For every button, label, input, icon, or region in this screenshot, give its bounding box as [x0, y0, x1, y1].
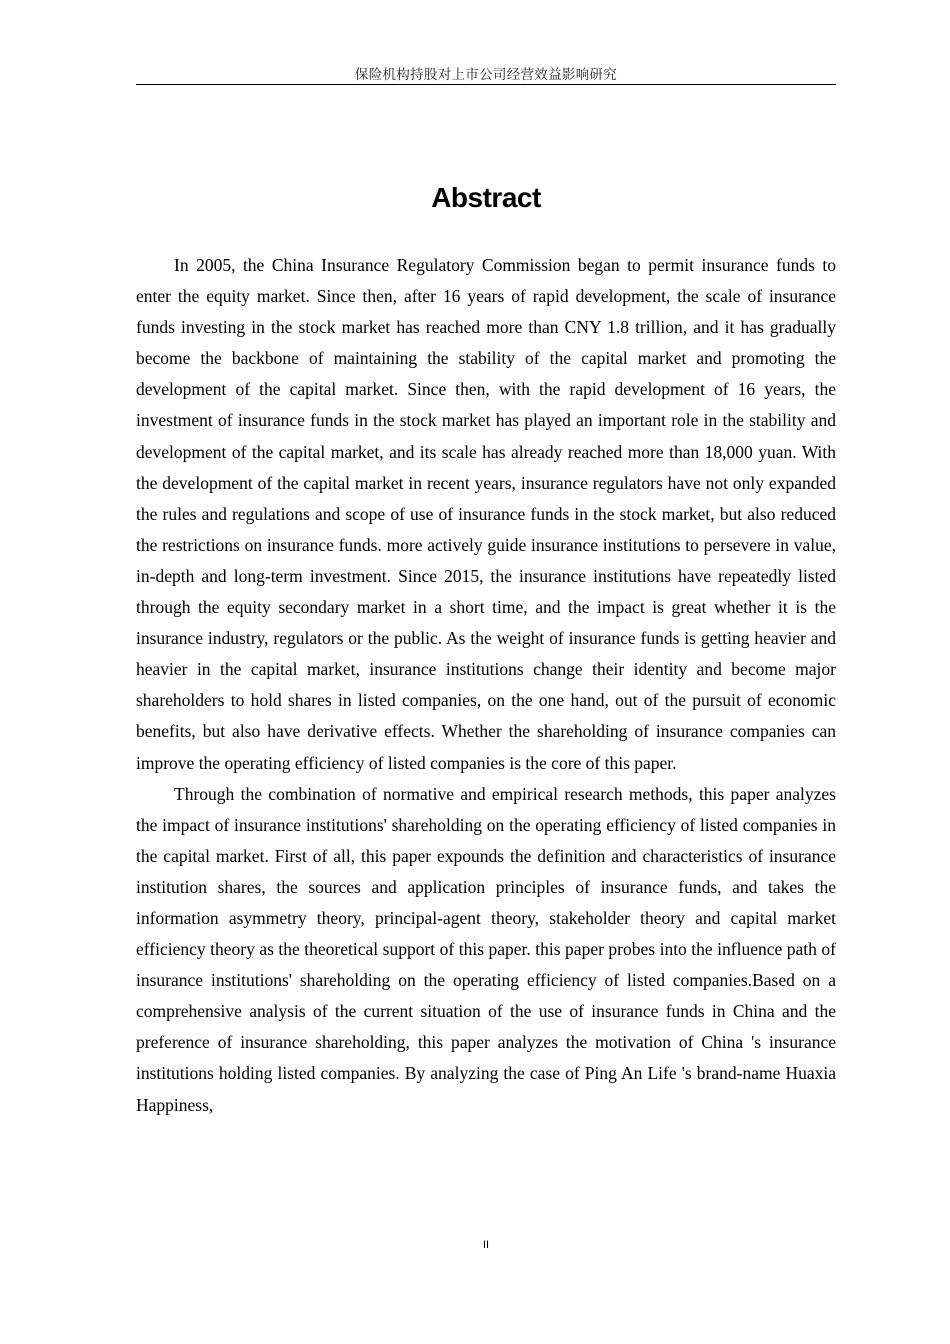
header-divider — [136, 84, 836, 85]
abstract-paragraph-1: In 2005, the China Insurance Regulatory Commission began to permit insurance funds to enter the equity market. Since then, after 16 years of rapid development, the scale of insurance funds investing in the stock market has reached more than CNY 1.8 trillion, and it has gradually become the backbone of maintaining the stability of the capital market and promoting the development of the capital market. Since then, with the rapid development of 16 years, the investment of insurance funds in the stock market has played an important role in the stability and development of the capital market, and its scale has already reached more than 18,000 yuan. With the development of the capital market in recent years, insurance regulators have not only expanded the rules and regulations and scope of use of insurance funds in the stock market, but also reduced the restrictions on insurance funds. more actively guide insurance institutions to persevere in value, in-depth and long-term investment. Since 2015, the insurance institutions have repeatedly listed through the equity secondary market in a short time, and the impact is great whether it is the insurance industry, regulators or the public. As the weight of insurance funds is getting heavier and heavier in the capital market, insurance institutions change their identity and become major shareholders to hold shares in listed companies, on the one hand, out of the pursuit of economic benefits, but also have derivative effects. Whether the shareholding of insurance companies can improve the operating efficiency of listed companies is the core of this paper. — [136, 255, 836, 773]
abstract-body — [136, 250, 836, 1121]
abstract-paragraph-2: Through the combination of normative and empirical research methods, this paper analyzes the impact of insurance institutions' shareholding on the operating efficiency of listed companies in the capital market. First of all, this paper expounds the definition and characteristics of insurance institution shares, the sources and application principles of insurance funds, and takes the information asymmetry theory, principal-agent theory, stakeholder theory and capital market efficiency theory as the theoretical support of this paper. this paper probes into the influence path of insurance institutions' shareholding on the operating efficiency of listed companies.Based on a comprehensive analysis of the current situation of the use of insurance funds in China and the preference of insurance shareholding, this paper analyzes the motivation of China 's insurance institutions holding listed companies. By analyzing the case of Ping An Life 's brand-name Huaxia Happiness, — [136, 783, 836, 1115]
running-header: 保险机构持股对上市公司经营效益影响研究 — [354, 67, 618, 82]
page-number: II — [482, 1239, 490, 1251]
abstract-title: Abstract — [431, 182, 541, 213]
